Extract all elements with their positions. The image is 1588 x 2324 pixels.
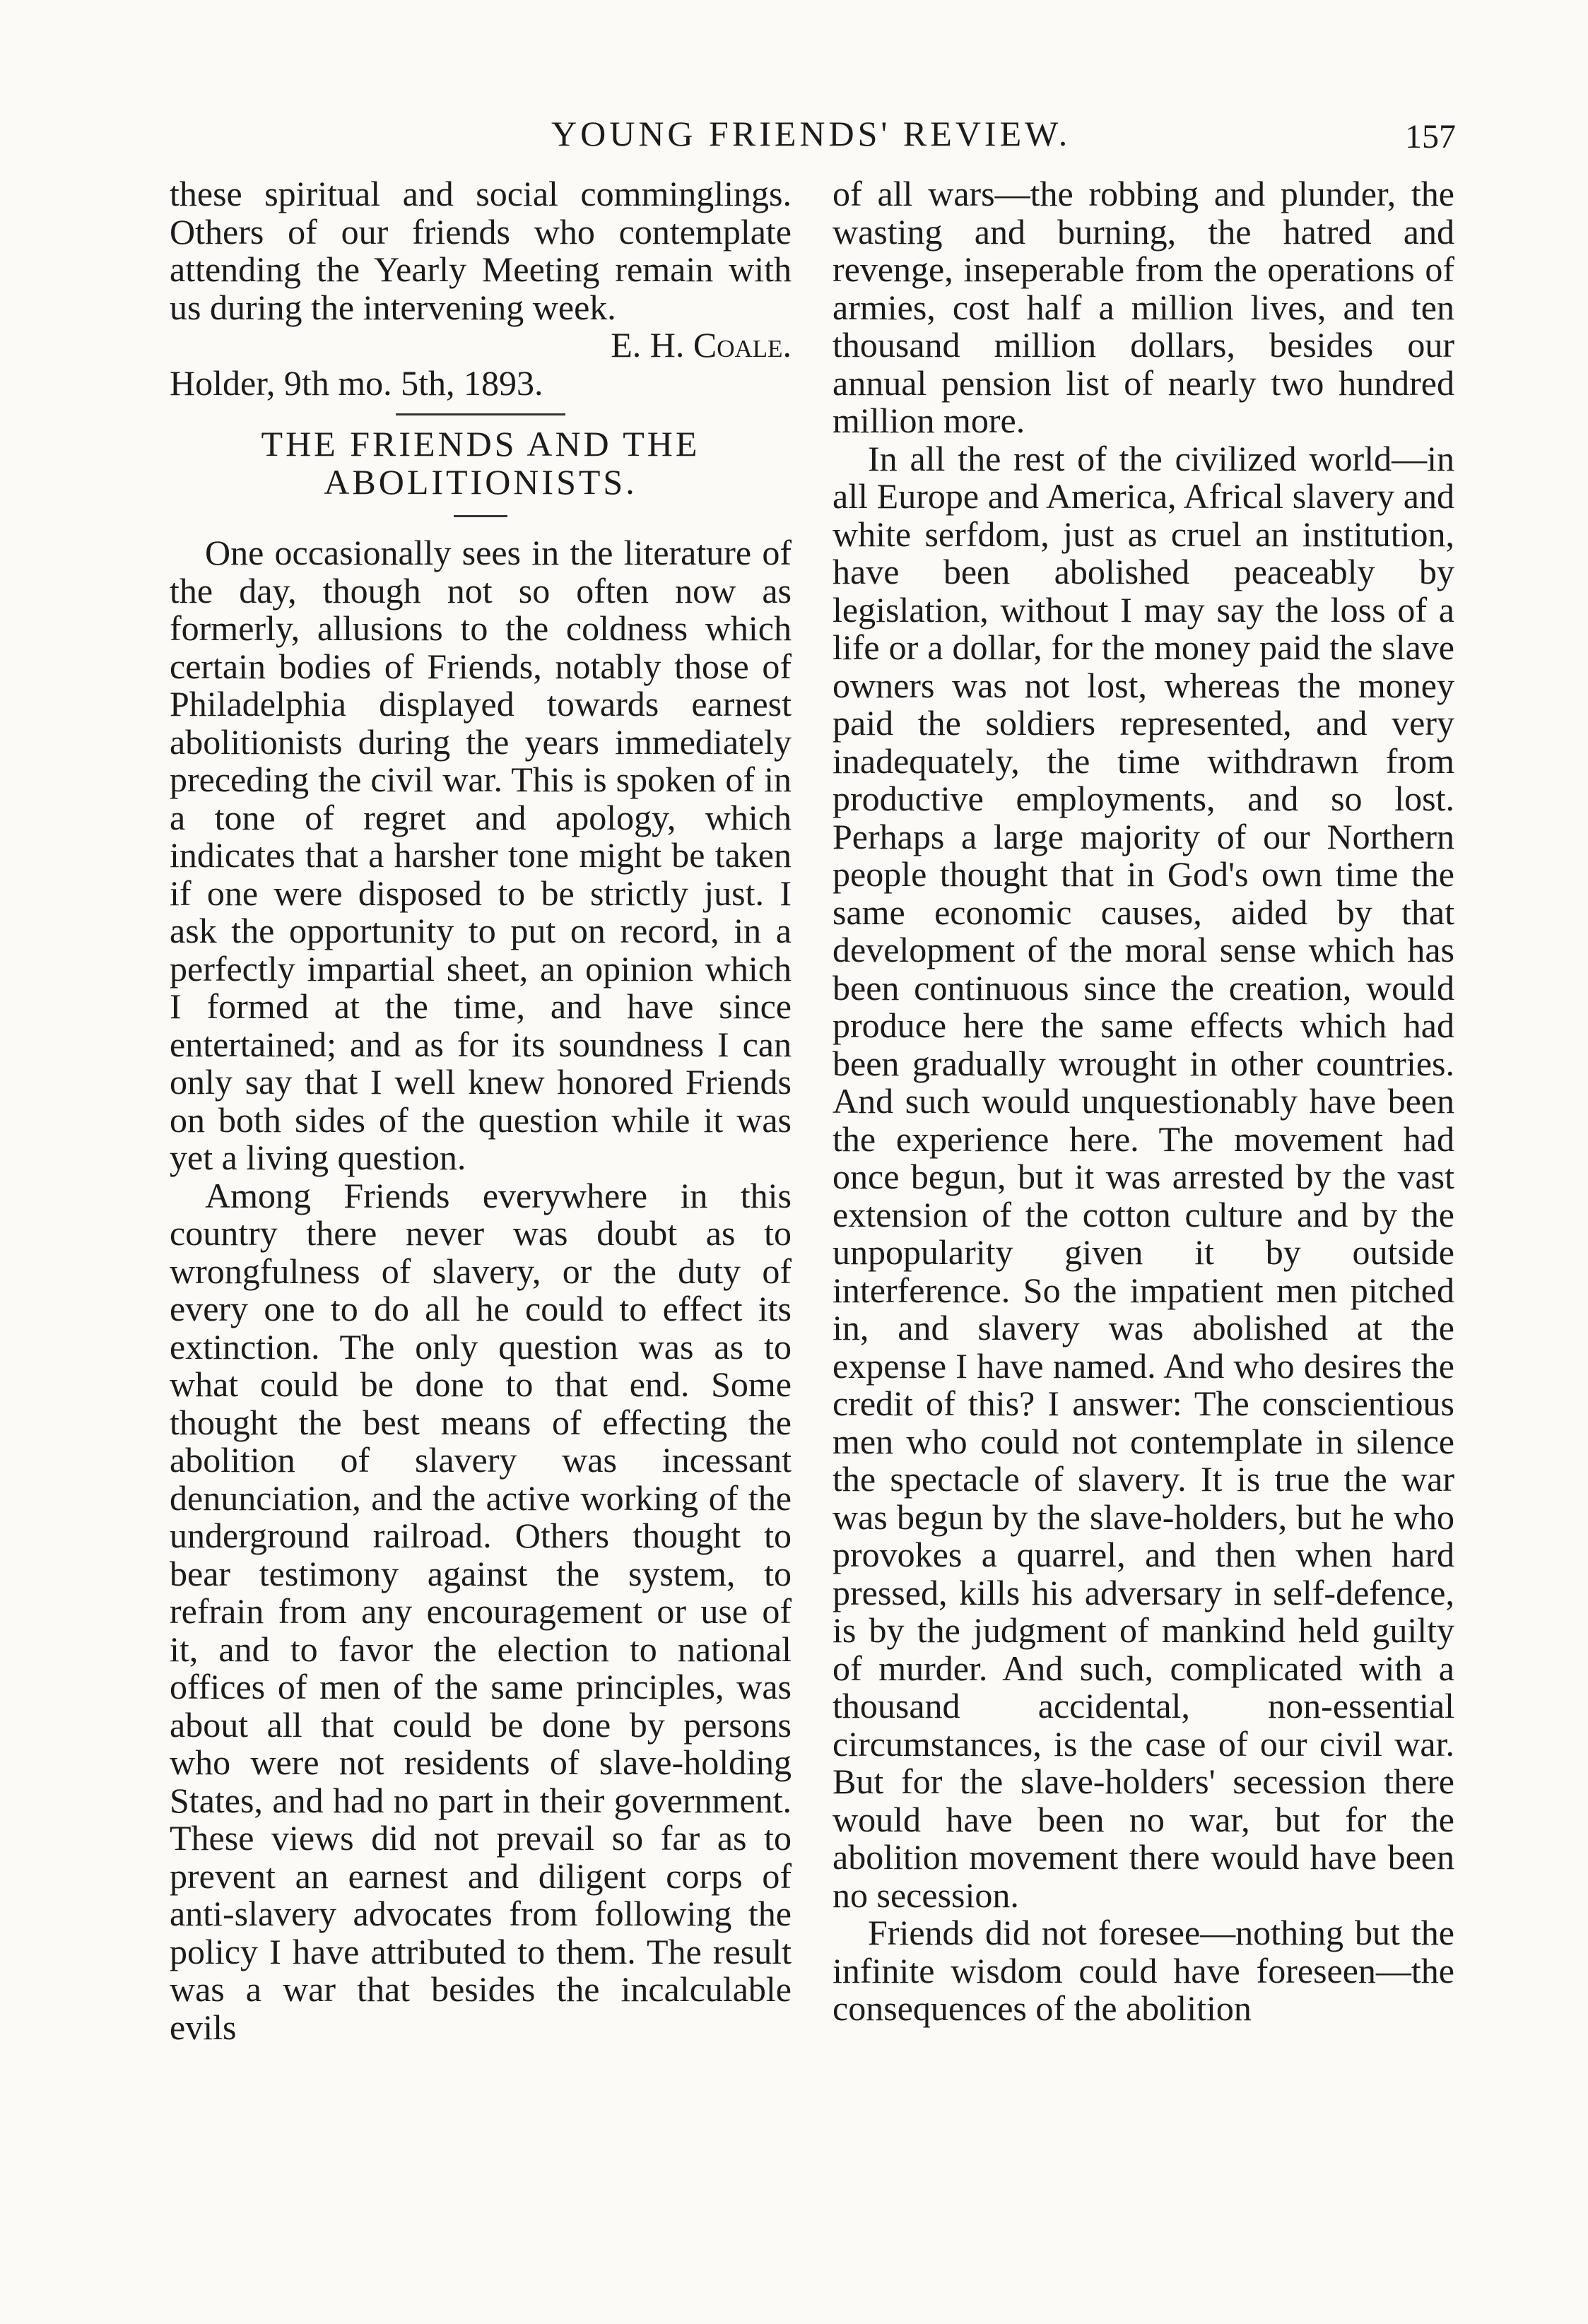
article-title-line2: ABOLITIONISTS. <box>324 461 637 502</box>
paragraph: Friends did not foresee—nothing but the infinite wisdom could have foreseen—the consequences of the abolition <box>833 1913 1454 2028</box>
paragraph-continuation: of all wars—the robbing and plunder, the wasting and burning, the hatred and revenge, inseperable from the operations of armies, cost half a million lives, and ten thousand million dollars, besides our annual pension list of nearly two hundred million more. <box>833 174 1454 440</box>
paragraph: Among Friends everywhere in this country there never was doubt as to wrongfulness of slavery, or the duty of every one to do all he could to effect its extinction. The only question was as to what could be done to that end. Some thought the best means of effecting the abolition of slavery was incessant denunciation, and the active working of the underground railroad. Others thought to bear testimony against the system, to refrain from any encouragement or use of it, and to favor the election to national offices of men of the same principles, was about all that could be done by persons who were not residents of slave-holding States, and had no part in their government. These views did not prevail so far as to prevent an earnest and diligent corps of anti-slavery advocates from following the policy I have attributed to them. The result was a war that besides the incalculable evils <box>170 1175 792 2047</box>
page-number: 157 <box>1405 118 1456 155</box>
paragraph: In all the rest of the civilized world—in all Europe and America, Africal slavery and white serfdom, just as cruel an institution, have been abolished peaceably by legislation, without I may say the loss of a life or a dollar, for the money paid the slave owners was not lost, whereas the money paid the soldiers represented, and very inadequately, the time withdrawn from productive employments, and so lost. Perhaps a large majority of our Northern people thought that in God's own time the same economic causes, aided by that development of the moral sense which has been continuous since the creation, would produce here the same effects which had been gradually wrought in other countries. And such would unquestionably have been the experience here. The movement had once begun, but it was arrested by the vast extension of the cotton culture and by the unpopularity given it by outside interference. So the impatient men pitched in, and slavery was abolished at the expense I have named. And who desires the credit of this? I answer: The conscientious men who could not contemplate in silence the spectacle of slavery. It is true the war was begun by the slave-holders, but he who provokes a quarrel, and then when hard pressed, kills his adversary in self-defence, is by the judgment of mankind held guilty of murder. And such, complicated with a thousand accidental, non-essential circumstances, is the case of our civil war. But for the slave-holders' secession there would have been no war, but for the abolition movement there would have been no secession. <box>833 438 1454 1915</box>
running-title: YOUNG FRIENDS' REVIEW. <box>551 114 1071 153</box>
left-column <box>170 175 792 2046</box>
right-column <box>833 175 1454 2028</box>
signature-place-date: Holder, 9th mo. 5th, 1893. <box>170 362 543 403</box>
article-title-line1: THE FRIENDS AND THE <box>261 424 700 464</box>
page-header <box>170 113 1456 170</box>
title-divider <box>454 515 507 517</box>
section-divider <box>396 413 565 415</box>
signature-name: E. H. Coale. <box>611 325 792 365</box>
opening-paragraph: these spiritual and social comminglings. Others of our friends who contemplate attending the Yearly Meeting remain with us during the intervening week. <box>170 174 792 327</box>
paragraph: One occasionally sees in the literature of the day, though not so often now as formerly, allusions to the coldness which certain bodies of Friends, notably those of Philadelphia displayed towards earnest abolitionists during the years immediately preceding the civil war. This is spoken of in a tone of regret and apology, which indicates that a harsher tone might be taken if one were disposed to be strictly just. I ask the opportunity to put on record, in a perfectly impartial sheet, an opinion which I formed at the time, and have since entertained; and as for its soundness I can only say that I well knew honored Friends on both sides of the question while it was yet a living question. <box>170 533 792 1177</box>
